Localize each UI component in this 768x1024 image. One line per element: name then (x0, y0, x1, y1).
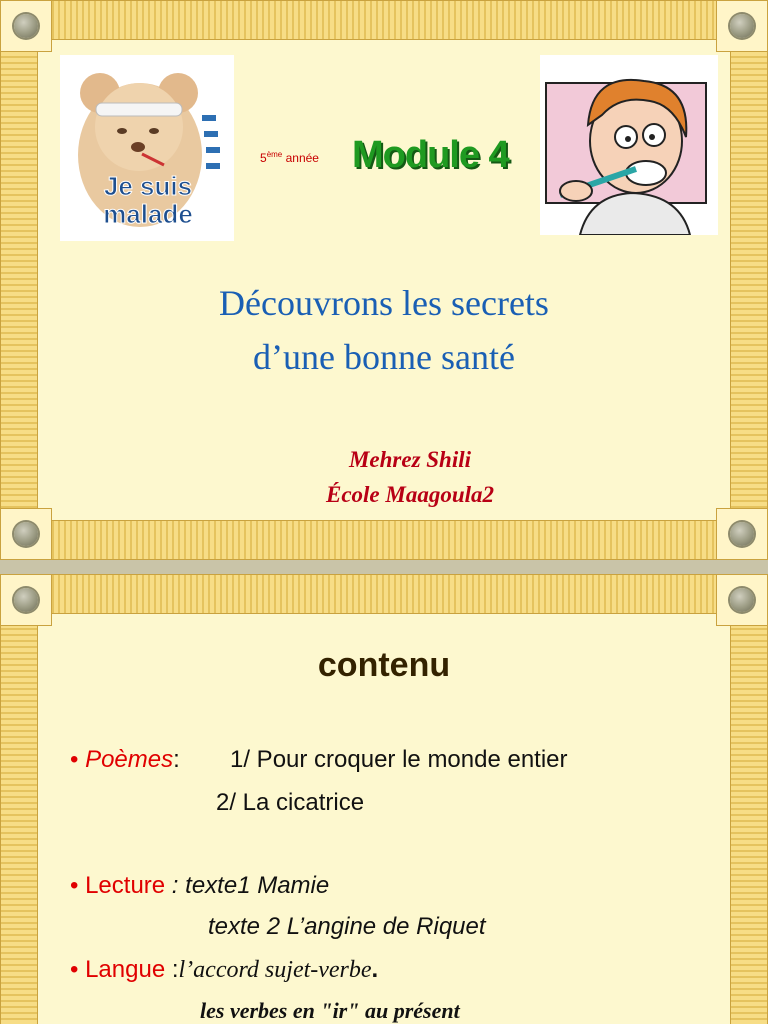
frame-corner-knob-icon (716, 0, 768, 52)
slide-contenu (0, 574, 768, 1024)
frame-corner-knob-icon (716, 508, 768, 560)
poeme-1: 1/ Pour croquer le monde entier (230, 746, 568, 773)
bear-caption-line1: Je suis (103, 171, 193, 201)
grade-label: 5ème année (260, 150, 319, 165)
bullet-icon: • (70, 872, 79, 899)
frame-corner-knob-icon (0, 0, 52, 52)
slide-divider (0, 560, 768, 574)
author-name: Mehrez Shili (348, 447, 472, 472)
school-name: École Maagoula2 (325, 482, 495, 507)
poeme-2: 2/ La cicatrice (216, 789, 365, 816)
title-line-2: d’une bonne santé (253, 337, 515, 377)
lecture-2: texte 2 L’angine de Riquet (208, 913, 486, 940)
langue-item: • Langue :l’accord sujet-verbe. (70, 956, 379, 983)
lecture-item: • Lecture : texte1 Mamie (70, 872, 330, 899)
bullet-icon: • (70, 746, 79, 773)
frame-left (0, 574, 38, 1024)
module-heading (260, 134, 540, 184)
frame-right (730, 574, 768, 1024)
title-line-1: Découvrons les secrets (219, 283, 549, 323)
lecture-1: texte1 Mamie (185, 872, 330, 899)
frame-corner-knob-icon (716, 574, 768, 626)
sick-bear-image (60, 55, 234, 241)
frame-right (730, 0, 768, 560)
contenu-heading: contenu (317, 646, 451, 684)
module-title: Module 4 (352, 134, 509, 176)
frame-bottom (0, 520, 768, 560)
frame-top (0, 0, 768, 40)
frame-corner-knob-icon (0, 574, 52, 626)
frame-top (0, 574, 768, 614)
lecture-label: Lecture (85, 872, 166, 899)
langue-label: Langue (85, 956, 166, 983)
frame-left (0, 0, 38, 560)
bear-caption-line2: malade (103, 199, 193, 229)
poemes-label: Poèmes (85, 746, 174, 773)
poemes-item: • Poèmes: (70, 746, 180, 773)
langue-2: les verbes en "ir" au présent (200, 998, 460, 1023)
boy-brushing-teeth-image (540, 55, 718, 235)
bullet-icon: • (70, 956, 79, 983)
langue-1: l’accord sujet-verbe (178, 957, 372, 983)
frame-corner-knob-icon (0, 508, 52, 560)
